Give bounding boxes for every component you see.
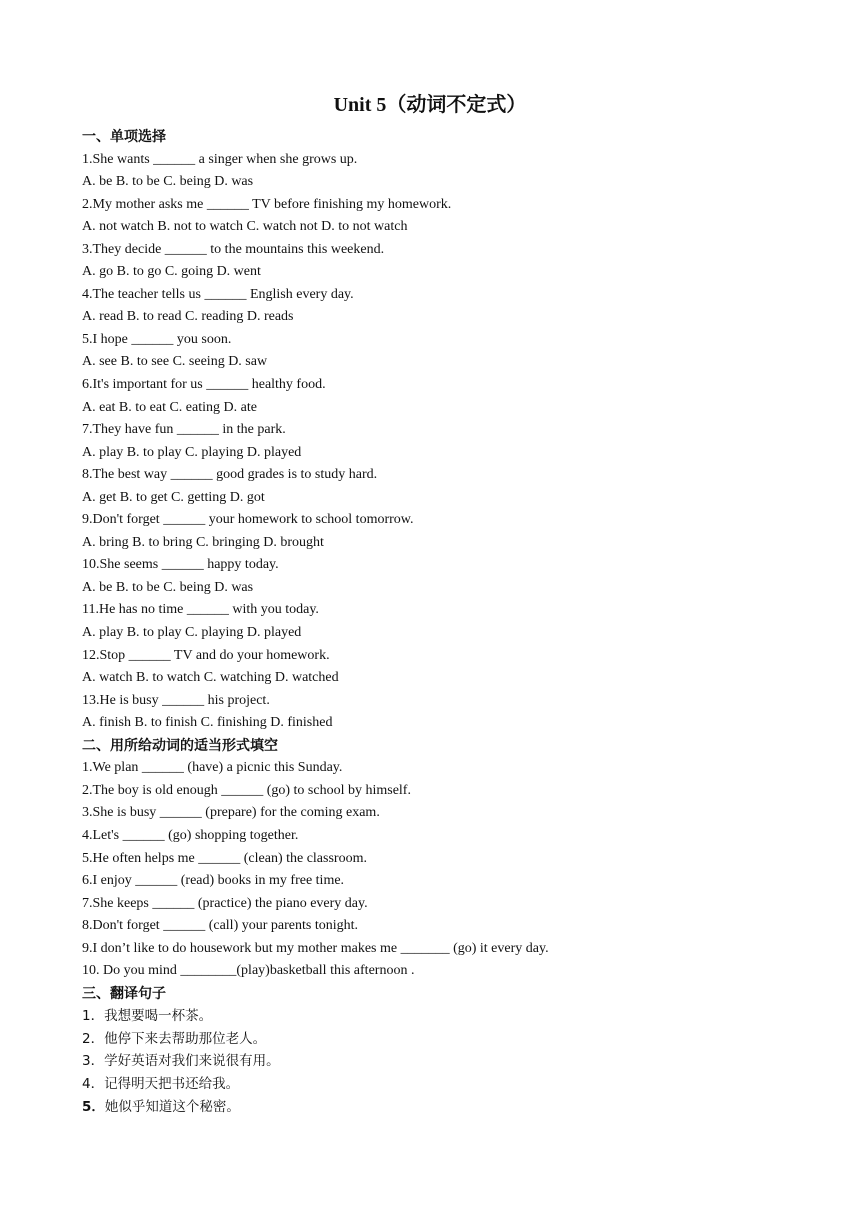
fill-in-item: 6.I enjoy ______ (read) books in my free time. xyxy=(82,873,345,889)
section1-heading: 一、单项选择 xyxy=(82,129,166,145)
question-text: 1.She wants ______ a singer when she grows up. xyxy=(82,151,358,167)
translation-item xyxy=(82,1096,782,1119)
section3-items xyxy=(82,1005,782,1118)
fill-in-item: 2.The boy is old enough ______ (go) to school by himself. xyxy=(82,782,411,798)
fill-in-item: 9.I don’t like to do housework but my mother makes me _______ (go) it every day. xyxy=(82,940,549,956)
question-options: A. bring B. to bring C. bringing D. brought xyxy=(82,534,324,550)
translation-item xyxy=(82,1050,782,1073)
question-text: 3.They decide ______ to the mountains this weekend. xyxy=(82,241,385,257)
fill-in-item: 10. Do you mind ________(play)basketball this afternoon . xyxy=(82,963,415,979)
question-options: A. finish B. to finish C. finishing D. finished xyxy=(82,715,333,731)
translation-text: 记得明天把书还给我。 xyxy=(104,1075,240,1092)
translation-item xyxy=(82,1073,782,1096)
question-options: A. not watch B. not to watch C. watch not D. to not watch xyxy=(82,219,408,235)
section2-heading: 二、用所给动词的适当形式填空 xyxy=(82,737,278,754)
question-options: A. eat B. to eat C. eating D. ate xyxy=(82,399,257,415)
question-text: 9.Don't forget ______ your homework to school tomorrow. xyxy=(82,512,414,528)
question-options: A. see B. to see C. seeing D. saw xyxy=(82,354,268,370)
translation-item xyxy=(82,1028,782,1051)
question-text: 5.I hope ______ you soon. xyxy=(82,331,232,347)
translation-number: 2． xyxy=(82,1030,105,1047)
question-text: 2.My mother asks me ______ TV before finishing my homework. xyxy=(82,196,452,212)
fill-in-item: 4.Let's ______ (go) shopping together. xyxy=(82,827,299,843)
translation-number: 3． xyxy=(82,1053,105,1070)
question-text: 11.He has no time ______ with you today. xyxy=(82,602,319,618)
translation-number: 5． xyxy=(82,1098,105,1115)
section3-heading: 三、翻译句子 xyxy=(82,985,166,1002)
document-title: Unit 5（动词不定式） xyxy=(333,94,527,116)
document-content xyxy=(82,126,782,1118)
translation-number: 1． xyxy=(82,1008,105,1025)
question-options: A. read B. to read C. reading D. reads xyxy=(82,309,294,325)
question-text: 8.The best way ______ good grades is to study hard. xyxy=(82,467,378,483)
question-text: 4.The teacher tells us ______ English every day. xyxy=(82,286,354,302)
question-text: 6.It's important for us ______ healthy food. xyxy=(82,377,326,393)
translation-text: 他停下来去帮助那位老人。 xyxy=(104,1030,267,1047)
fill-in-item: 3.She is busy ______ (prepare) for the coming exam. xyxy=(82,805,380,821)
translation-text: 她似乎知道这个秘密。 xyxy=(104,1098,240,1115)
translation-number: 4． xyxy=(82,1075,105,1092)
question-options: A. go B. to go C. going D. went xyxy=(82,264,261,280)
question-options: A. be B. to be C. being D. was xyxy=(82,174,254,190)
translation-text: 学好英语对我们来说很有用。 xyxy=(104,1053,280,1070)
question-text: 7.They have fun ______ in the park. xyxy=(82,422,286,438)
fill-in-item: 8.Don't forget ______ (call) your parents tonight. xyxy=(82,918,358,934)
translation-item xyxy=(82,1005,782,1028)
question-text: 12.Stop ______ TV and do your homework. xyxy=(82,647,330,663)
question-options: A. play B. to play C. playing D. played xyxy=(82,444,302,460)
question-options: A. get B. to get C. getting D. got xyxy=(82,489,265,505)
translation-text: 我想要喝一杯茶。 xyxy=(104,1008,213,1025)
question-text: 10.She seems ______ happy today. xyxy=(82,557,279,573)
fill-in-item: 5.He often helps me ______ (clean) the classroom. xyxy=(82,850,367,866)
section2-items xyxy=(82,757,782,982)
fill-in-item: 1.We plan ______ (have) a picnic this Sunday. xyxy=(82,760,343,776)
question-options: A. watch B. to watch C. watching D. watched xyxy=(82,670,339,686)
question-options: A. be B. to be C. being D. was xyxy=(82,579,254,595)
section1-questions xyxy=(82,149,782,735)
question-options: A. play B. to play C. playing D. played xyxy=(82,625,302,641)
question-text: 13.He is busy ______ his project. xyxy=(82,692,270,708)
fill-in-item: 7.She keeps ______ (practice) the piano every day. xyxy=(82,895,368,911)
